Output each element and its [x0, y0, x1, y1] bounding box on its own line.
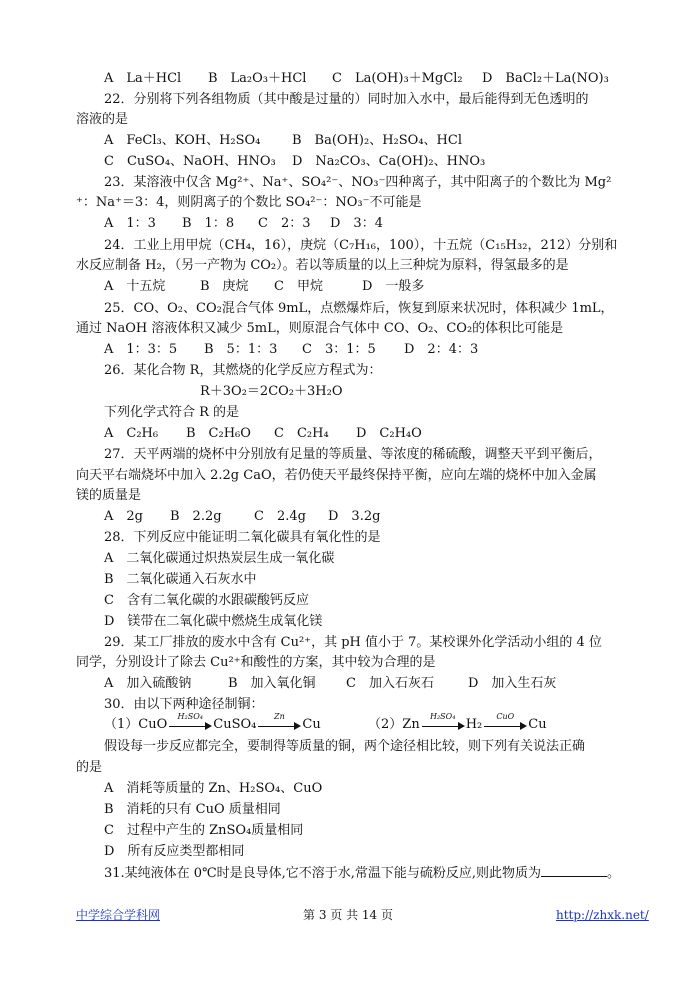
route2-intermediate: H₂: [465, 717, 483, 732]
q29-option-c: C 加入石灰石: [346, 676, 434, 691]
q26-equation: R＋3O₂＝2CO₂＋3H₂O: [200, 384, 343, 399]
q23-option-a: A 1：3: [104, 216, 156, 231]
q25-option-c: C 3：1：5: [302, 342, 376, 357]
q27-stem-line1: 27．天平两端的烧杯中分别放有足量的等质量、等浓度的稀硫酸，调整天平到平衡后，: [104, 447, 602, 462]
q26-stem-line1: 26．某化合物 R，其燃烧的化学反应方程式为：: [104, 363, 382, 378]
q31-text: 31.某纯液体在 0℃时是良导体,它不溶于水,常温下能与硫粉反应,则此物质为: [104, 866, 542, 881]
q25-option-b: B 5：1：3: [204, 342, 278, 357]
q29-option-a: A 加入硫酸钠: [104, 676, 192, 691]
q26-stem-line3: 下列化学式符合 R 的是: [104, 405, 240, 420]
q22-option-c: C CuSO₄、NaOH、HNO₃: [104, 154, 276, 169]
footer-url-link[interactable]: http://zhxk.net/: [556, 908, 649, 922]
q26-option-c: C C₂H₄: [274, 426, 329, 441]
q30-option-a: A 消耗等质量的 Zn、H₂SO₄、CuO: [104, 781, 323, 796]
reaction-arrow-icon: [256, 711, 302, 732]
q24-stem-line2: 水反应制备 H₂，（另一产物为 CO₂）。若以等质量的以上三种烷为原料，得氢最多的是: [76, 258, 569, 273]
q27-stem-line3: 镁的质量是: [76, 488, 142, 503]
q21-option-d: D BaCl₂＋La(NO)₃: [482, 71, 609, 86]
q29-option-d: D 加入生石灰: [468, 676, 557, 691]
q28-stem: 28．下列反应中能证明二氧化碳具有氧化性的是: [104, 530, 381, 545]
q25-option-d: D 2：4：3: [404, 342, 479, 357]
route1-product: Cu: [302, 717, 321, 732]
q23-stem-line2: ⁺：Na⁺＝3：4，则阴离子的个数比 SO₄²⁻：NO₃⁻不可能是: [76, 195, 422, 210]
q23-option-b: B 1：8: [182, 216, 235, 231]
q27-option-a: A 2g: [104, 509, 143, 524]
reaction-arrow-icon: [482, 711, 528, 732]
q30-stem-line1: 30．由以下两种途径制铜：: [104, 697, 264, 712]
q24-stem-line1: 24．工业上用甲烷（CH₄，16），庚烷（C₇H₁₆，100），十五烷（C₁₅H₃₂，212）分别和: [104, 238, 618, 253]
route2-product: Cu: [528, 717, 547, 732]
q25-option-a: A 1：3：5: [104, 342, 178, 357]
q25-stem-line1: 25．CO、O₂、CO₂混合气体 9mL，点燃爆炸后，恢复到原来状况时，体积减少 1mL，: [104, 301, 614, 316]
q21-option-c: C La(OH)₃＋MgCl₂: [332, 71, 463, 86]
footer-page-number: 第 3 页 共 14 页: [303, 908, 393, 922]
q27-option-b: B 2.2g: [170, 509, 222, 524]
q22-option-a: A FeCl₃、KOH、H₂SO₄: [104, 133, 261, 148]
q30-stem-line3: 假设每一步反应都完全，要制得等质量的铜，两个途径相比较，则下列有关说法正确: [104, 739, 586, 754]
q21-option-b: B La₂O₃＋HCl: [208, 71, 307, 86]
q31-stem: [104, 864, 620, 882]
arrow-condition: H₂SO₄: [429, 711, 456, 721]
route1-intermediate: CuSO₄: [213, 717, 257, 732]
q24-option-c: C 甲烷: [274, 279, 323, 294]
arrow-condition: H₂SO₄: [177, 711, 203, 721]
footer-site-link[interactable]: 中学综合学科网: [76, 908, 161, 922]
q28-option-b: B 二氧化碳通入石灰水中: [104, 572, 257, 587]
q29-option-b: B 加入氧化铜: [228, 676, 316, 691]
q30-route-2: [368, 711, 547, 734]
q30-option-b: B 消耗的只有 CuO 质量相同: [104, 802, 281, 817]
answer-blank[interactable]: [541, 864, 607, 877]
q23-option-d: D 3：4: [330, 216, 383, 231]
reaction-arrow-icon: [420, 711, 466, 732]
route1-reactant: CuO: [138, 717, 168, 732]
q22-option-b: B Ba(OH)₂、H₂SO₄、HCl: [292, 133, 462, 148]
route2-label: （2）: [368, 717, 403, 732]
q29-stem-line1: 29．某工厂排放的废水中含有 Cu²⁺，其 pH 值小于 7。某校课外化学活动小组的 4 位: [104, 635, 602, 650]
route1-label: （1）: [104, 717, 139, 732]
q22-stem-line2: 溶液的是: [76, 112, 129, 127]
q30-option-d: D 所有反应类型都相同: [104, 844, 245, 859]
reaction-arrow-icon: [167, 711, 213, 732]
q21-option-a: A La＋HCl: [104, 71, 182, 86]
q22-stem-line1: 22．分别将下列各组物质（其中酸是过量的）同时加入水中，最后能得到无色透明的: [104, 92, 589, 107]
q30-stem-line4: 的是: [76, 760, 103, 775]
q23-stem-line1: 23．某溶液中仅含 Mg²⁺、Na⁺、SO₄²⁻、NO₃⁻四种离子，其中阳离子的个数比为 Mg²: [104, 175, 612, 190]
q23-option-c: C 2：3: [258, 216, 311, 231]
q31-end: 。: [607, 866, 621, 881]
q24-option-a: A 十五烷: [104, 279, 166, 294]
q30-route-1: [104, 711, 321, 734]
q29-stem-line2: 同学，分别设计了除去 Cu²⁺和酸性的方案，其中较为合理的是: [76, 655, 436, 670]
route2-reactant: Zn: [402, 717, 420, 732]
q22-option-d: D Na₂CO₃、Ca(OH)₂、HNO₃: [292, 154, 486, 169]
arrow-condition: CuO: [496, 711, 515, 721]
q27-option-d: D 3.2g: [328, 509, 381, 524]
q27-option-c: C 2.4g: [254, 509, 306, 524]
q24-option-d: D 一般多: [362, 279, 425, 294]
q26-option-a: A C₂H₆: [104, 426, 159, 441]
q28-option-a: A 二氧化碳通过炽热炭层生成一氧化碳: [104, 551, 335, 566]
q26-option-d: D C₂H₄O: [356, 426, 422, 441]
q28-option-d: D 镁带在二氧化碳中燃烧生成氧化镁: [104, 614, 323, 629]
arrow-condition: Zn: [274, 711, 285, 721]
q28-option-c: C 含有二氧化碳的水跟碳酸钙反应: [104, 593, 309, 608]
q27-stem-line2: 向天平右端烧坏中加入 2.2g CaO，若仍使天平最终保持平衡，应向左端的烧杯中加入金属: [76, 468, 597, 483]
q24-option-b: B 庚烷: [200, 279, 249, 294]
q25-stem-line2: 通过 NaOH 溶液体积又减少 5mL，则原混合气体中 CO、O₂、CO₂的体积比可能是: [76, 321, 564, 336]
q26-option-b: B C₂H₆O: [186, 426, 251, 441]
q30-option-c: C 过程中产生的 ZnSO₄质量相同: [104, 823, 304, 838]
